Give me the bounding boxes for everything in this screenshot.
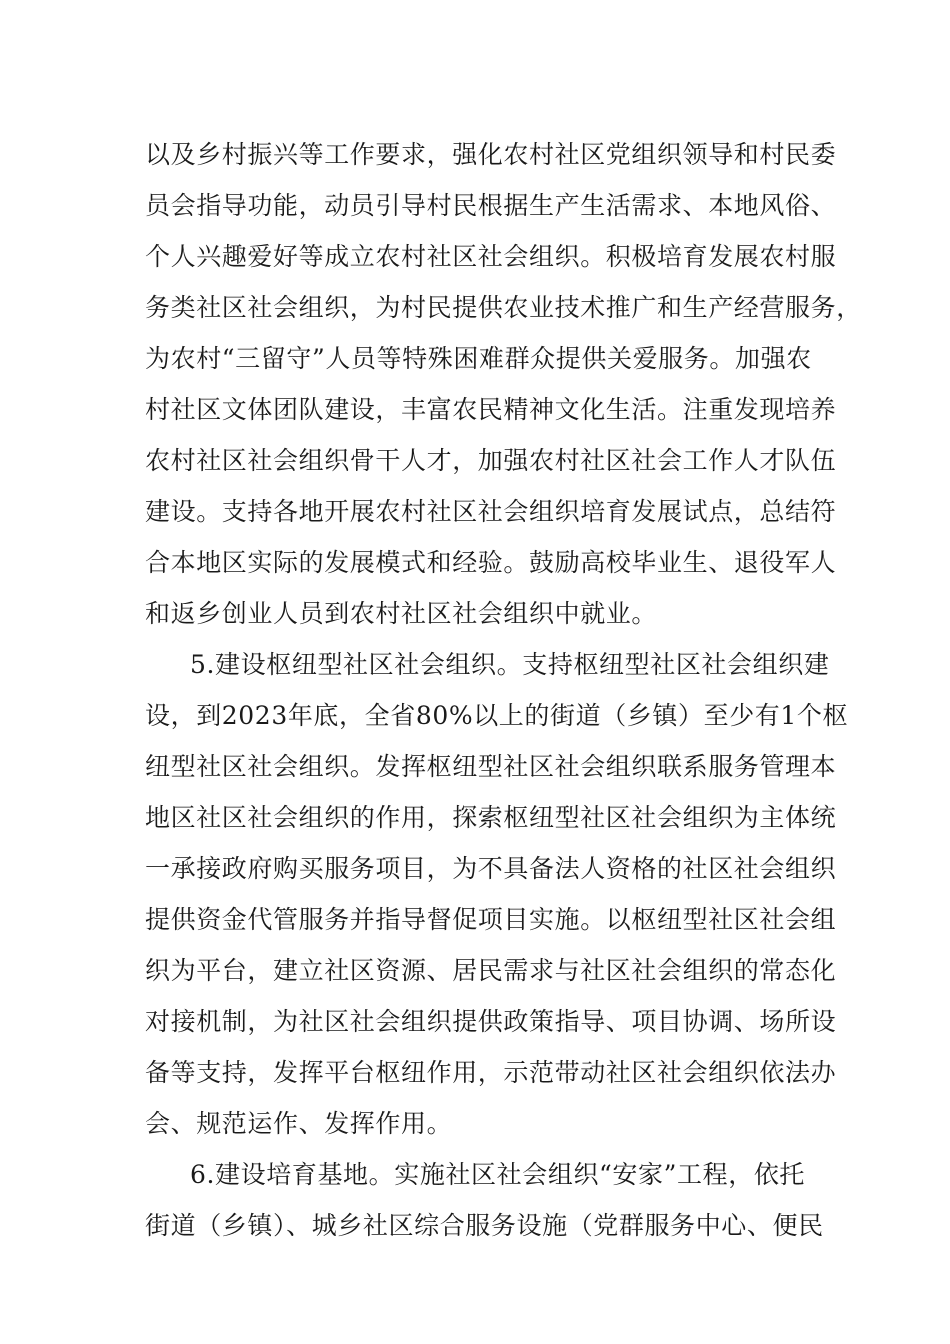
text-line: 纽型社区社会组织。发挥枢纽型社区社会组织联系服务管理本 <box>145 752 837 781</box>
text-line: 对接机制，为社区社会组织提供政策指导、项目协调、场所设 <box>145 1007 837 1036</box>
text-line: 以及乡村振兴等工作要求，强化农村社区党组织领导和村民委 <box>145 140 837 169</box>
text-line: 织为平台，建立社区资源、居民需求与社区社会组织的常态化 <box>145 956 837 985</box>
text-line: 务类社区社会组织，为村民提供农业技术推广和生产经营服务， <box>145 293 862 322</box>
text-line: 农村社区社会组织骨干人才，加强农村社区社会工作人才队伍 <box>145 446 837 475</box>
paragraph-6-start: 6.建设培育基地。实施社区社会组织“安家”工程，依托 <box>190 1160 806 1189</box>
text-line: 提供资金代管服务并指导督促项目实施。以枢纽型社区社会组 <box>145 905 837 934</box>
text-line: 设，到2023年底，全省80%以上的街道（乡镇）至少有1个枢 <box>145 701 849 730</box>
text-line: 地区社区社会组织的作用，探索枢纽型社区社会组织为主体统 <box>145 803 837 832</box>
text-line: 员会指导功能，动员引导村民根据生产生活需求、本地风俗、 <box>145 191 837 220</box>
text-line: 个人兴趣爱好等成立农村社区社会组织。积极培育发展农村服 <box>145 242 837 271</box>
text-line: 一承接政府购买服务项目，为不具备法人资格的社区社会组织 <box>145 854 837 883</box>
paragraph-5-start: 5.建设枢纽型社区社会组织。支持枢纽型社区社会组织建 <box>190 650 830 679</box>
text-line: 街道（乡镇）、城乡社区综合服务设施（党群服务中心、便民 <box>145 1211 824 1240</box>
text-line: 合本地区实际的发展模式和经验。鼓励高校毕业生、退役军人 <box>145 548 837 577</box>
text-line: 建设。支持各地开展农村社区社会组织培育发展试点，总结符 <box>145 497 837 526</box>
text-line: 会、规范运作、发挥作用。 <box>145 1109 453 1138</box>
text-line: 村社区文体团队建设，丰富农民精神文化生活。注重发现培养 <box>145 395 837 424</box>
text-line: 备等支持，发挥平台枢纽作用，示范带动社区社会组织依法办 <box>145 1058 837 1087</box>
text-line: 和返乡创业人员到农村社区社会组织中就业。 <box>145 599 658 628</box>
text-line: 为农村“三留守”人员等特殊困难群众提供关爱服务。加强农 <box>145 344 812 373</box>
